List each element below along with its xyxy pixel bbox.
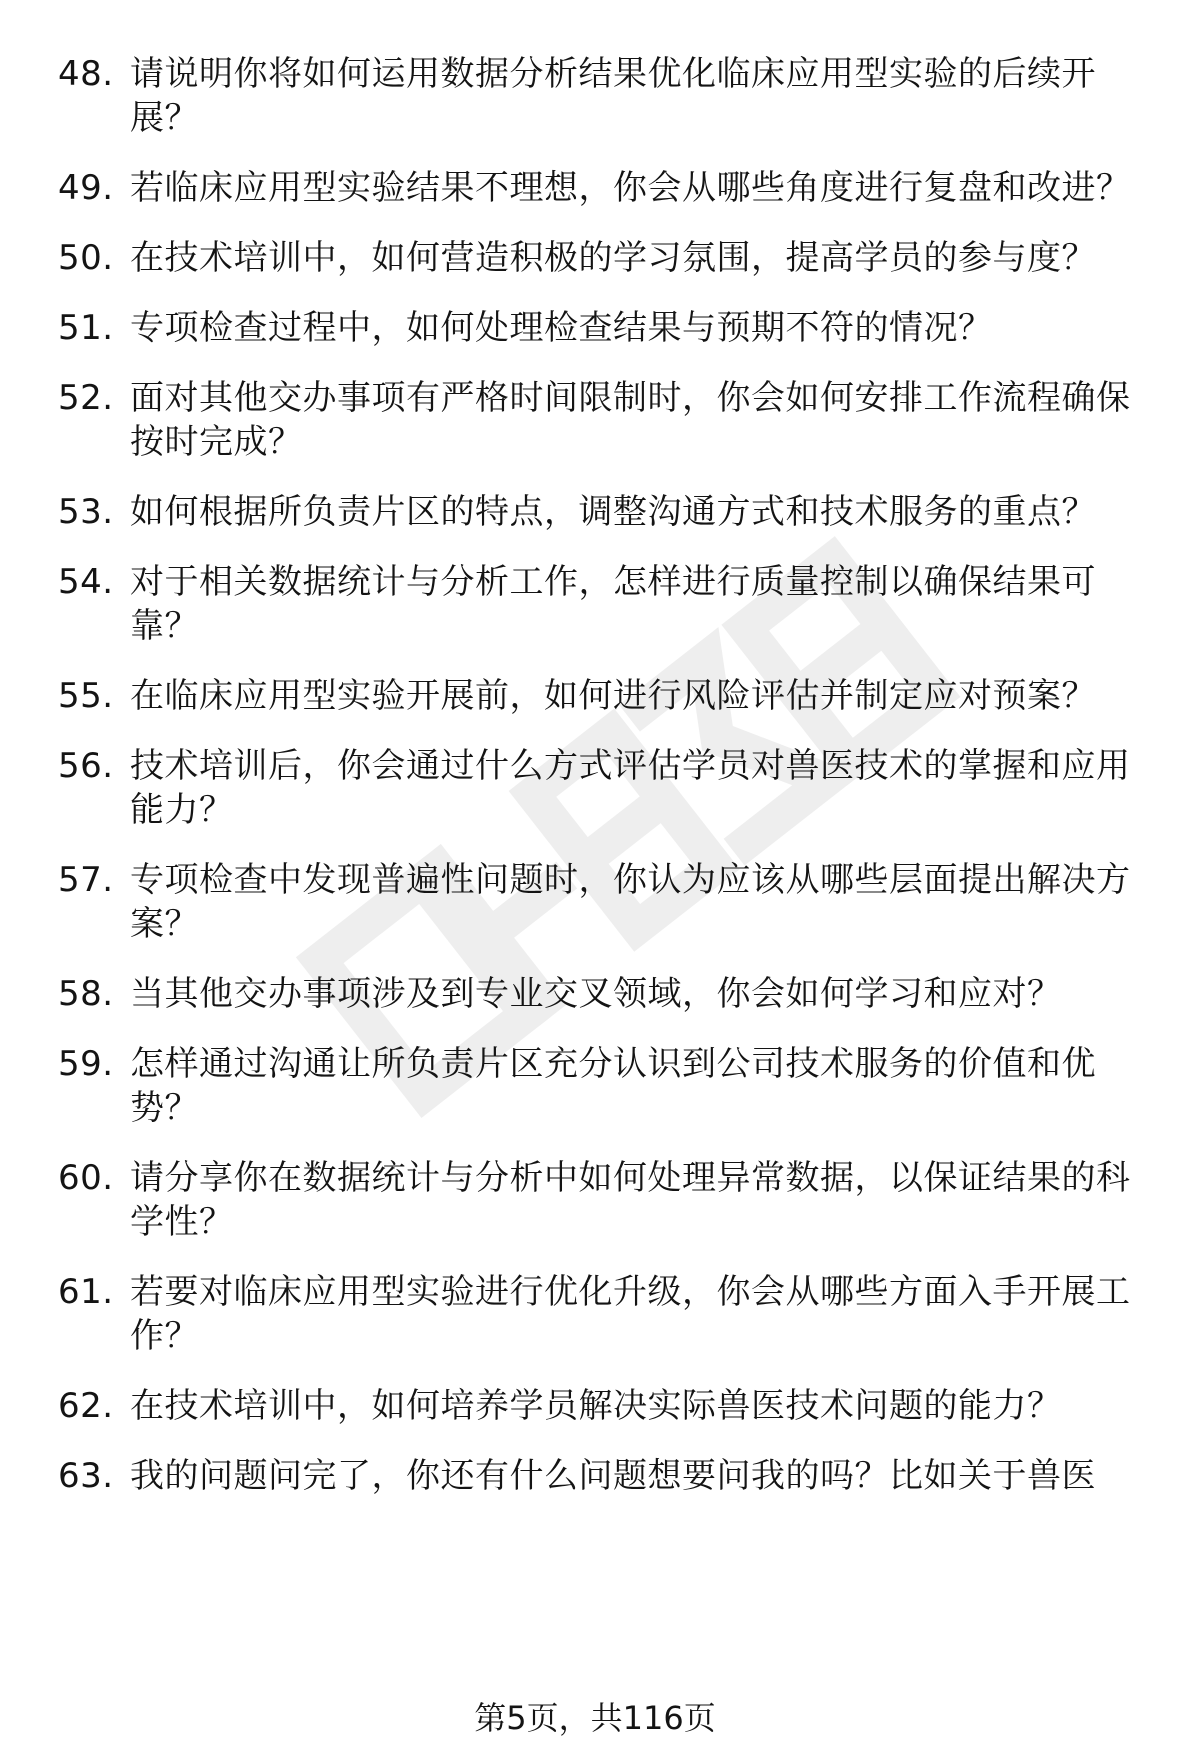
question-text: 在临床应用型实验开展前，如何进行风险评估并制定应对预案？ — [130, 676, 1096, 716]
list-item — [58, 236, 1148, 280]
list-item — [58, 306, 1148, 350]
list-item — [58, 376, 1148, 464]
question-text: 对于相关数据统计与分析工作，怎样进行质量控制以确保结果可靠？ — [130, 562, 1096, 646]
list-item — [58, 560, 1148, 648]
question-text: 请分享你在数据统计与分析中如何处理异常数据，以保证结果的科学性？ — [130, 1158, 1131, 1242]
question-list — [58, 52, 1148, 1498]
question-text: 在技术培训中，如何营造积极的学习氛围，提高学员的参与度？ — [130, 238, 1096, 278]
question-number: 54. — [58, 562, 114, 602]
page-footer — [0, 1696, 1190, 1740]
question-number: 52. — [58, 378, 114, 418]
list-item — [58, 674, 1148, 718]
question-text: 如何根据所负责片区的特点，调整沟通方式和技术服务的重点？ — [130, 492, 1096, 532]
question-text: 若临床应用型实验结果不理想，你会从哪些角度进行复盘和改进？ — [130, 168, 1131, 208]
question-number: 58. — [58, 974, 114, 1014]
list-item — [58, 1156, 1148, 1244]
question-text: 当其他交办事项涉及到专业交叉领域，你会如何学习和应对？ — [130, 974, 1062, 1014]
page-number-label: 第5页，共116页 — [474, 1699, 716, 1737]
question-number: 57. — [58, 860, 114, 900]
question-text: 专项检查中发现普遍性问题时，你认为应该从哪些层面提出解决方案？ — [130, 860, 1131, 944]
list-item — [58, 1270, 1148, 1358]
question-text: 专项检查过程中，如何处理检查结果与预期不符的情况？ — [130, 308, 993, 348]
question-text: 我的问题问完了，你还有什么问题想要问我的吗？比如关于兽医 — [130, 1456, 1096, 1496]
question-text: 请说明你将如何运用数据分析结果优化临床应用型实验的后续开展？ — [130, 54, 1096, 138]
list-item — [58, 1042, 1148, 1130]
list-item — [58, 1384, 1148, 1428]
question-number: 51. — [58, 308, 114, 348]
question-number: 56. — [58, 746, 114, 786]
list-item — [58, 972, 1148, 1016]
question-text: 怎样通过沟通让所负责片区充分认识到公司技术服务的价值和优势？ — [130, 1044, 1096, 1128]
list-item — [58, 52, 1148, 140]
question-number: 49. — [58, 168, 114, 208]
question-text: 技术培训后，你会通过什么方式评估学员对兽医技术的掌握和应用能力？ — [130, 746, 1131, 830]
question-text: 在技术培训中，如何培养学员解决实际兽医技术问题的能力？ — [130, 1386, 1062, 1426]
question-number: 55. — [58, 676, 114, 716]
list-item — [58, 490, 1148, 534]
list-item — [58, 1454, 1148, 1498]
question-number: 62. — [58, 1386, 114, 1426]
question-number: 53. — [58, 492, 114, 532]
question-number: 60. — [58, 1158, 114, 1198]
question-number: 61. — [58, 1272, 114, 1312]
list-item — [58, 166, 1148, 210]
question-text: 若要对临床应用型实验进行优化升级，你会从哪些方面入手开展工作？ — [130, 1272, 1131, 1356]
question-number: 59. — [58, 1044, 114, 1084]
question-number: 48. — [58, 54, 114, 94]
question-text: 面对其他交办事项有严格时间限制时，你会如何安排工作流程确保按时完成？ — [130, 378, 1131, 462]
list-item — [58, 744, 1148, 832]
question-number: 63. — [58, 1456, 114, 1496]
question-number: 50. — [58, 238, 114, 278]
list-item — [58, 858, 1148, 946]
